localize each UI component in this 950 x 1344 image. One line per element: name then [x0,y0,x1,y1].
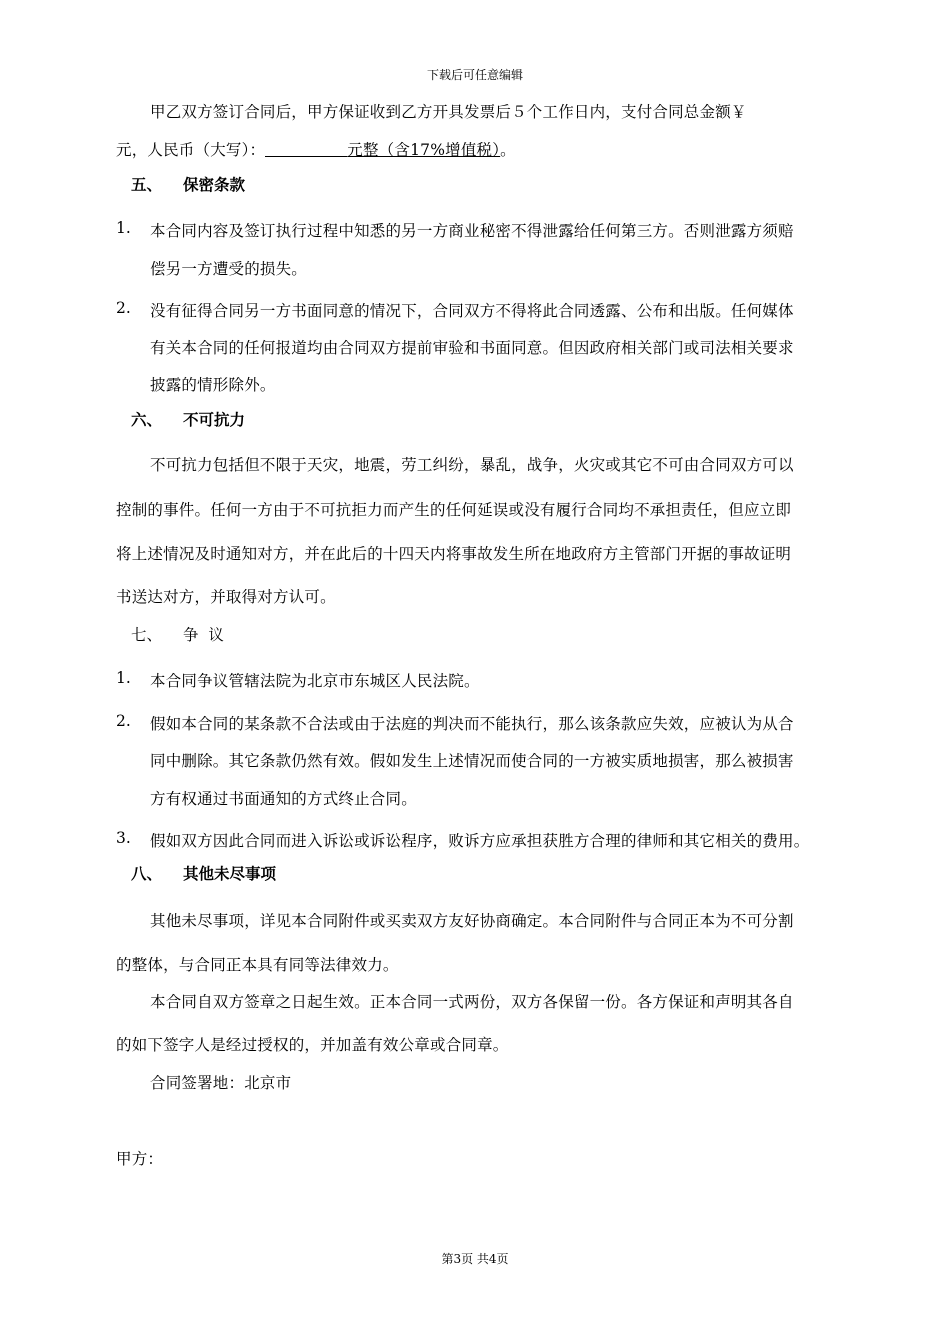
s7-item-2-line-1: 假如本合同的某条款不合法或由于法庭的判决而不能执行，那么该条款应失效，应被认为从合 [150,715,794,733]
section-5-heading [131,173,245,195]
s6-line-3: 将上述情况及时通知对方，并在此后的十四天内将事故发生所在地政府方主管部门开据的事故证明 [116,545,792,563]
payment-line-1: 甲乙双方签订合同后，甲方保证收到乙方开具发票后５个工作日内，支付合同总金额￥ [150,103,747,121]
s6-line-4: 书送达对方，并取得对方认可。 [116,588,336,606]
section-8-title: 其他未尽事项 [183,864,277,883]
section-5-number: 五、 [131,175,163,194]
s8-para-1-line-1: 其他未尽事项，详见本合同附件或买卖双方友好协商确定。本合同附件与合同正本为不可分割 [150,912,794,930]
section-6-heading [131,408,245,430]
s8-para-2-line-2: 的如下签字人是经过授权的，并加盖有效公章或合同章。 [116,1036,509,1054]
signing-place: 合同签署地：北京市 [150,1074,292,1092]
s8-para-1-line-2: 的整体，与合同正本具有同等法律效力。 [116,956,399,974]
s5-item-2-line-2: 有关本合同的任何报道均由合同双方提前审验和书面同意。但因政府相关部门或司法相关要求 [150,339,794,357]
section-7-number: 七、 [131,626,163,644]
s7-item-2-line-2: 同中删除。其它条款仍然有效。假如发生上述情况而使合同的一方被实质地损害，那么被损害 [150,752,794,770]
section-7-title: 争 议 [183,626,224,644]
party-a-label: 甲方： [116,1150,164,1168]
s5-item-1-num: 1. [116,219,131,237]
payment-line-2-suffix: 。 [500,141,516,159]
amount-blank [265,142,347,157]
page-header: 下载后可任意编辑 [426,68,523,82]
section-8-heading [131,862,276,884]
section-8-number: 八、 [131,864,163,883]
s5-item-2-num: 2. [116,299,131,317]
s6-line-1: 不可抗力包括但不限于天灾，地震，劳工纠纷，暴乱，战争，火灾或其它不可由合同双方可以 [150,456,794,474]
s7-item-3-num: 3. [116,829,131,847]
s5-item-1-line-2: 偿另一方遭受的损失。 [150,260,308,278]
s5-item-1-line-1: 本合同内容及签订执行过程中知悉的另一方商业秘密不得泄露给任何第三方。否则泄露方须赔 [150,222,794,240]
s7-item-1-line-1: 本合同争议管辖法院为北京市东城区人民法院。 [150,672,480,690]
s5-item-2-line-3: 披露的情形除外。 [150,376,276,394]
payment-amount-note: 元整（含17%增值税） [347,141,501,159]
section-5-title: 保密条款 [183,175,246,194]
section-7-heading [131,623,224,645]
s6-line-2: 控制的事件。任何一方由于不可抗拒力而产生的任何延误或没有履行合同均不承担责任，但应立即 [116,501,792,519]
page-footer: 第3页 共4页 [441,1252,509,1266]
s7-item-1-num: 1. [116,669,131,687]
section-6-title: 不可抗力 [183,410,246,429]
s8-para-2-line-1: 本合同自双方签章之日起生效。正本合同一式两份，双方各保留一份。各方保证和声明其各自 [150,993,794,1011]
payment-line-2-prefix: 元，人民币（大写）： [116,141,266,159]
payment-line-2 [116,138,516,160]
s7-item-2-num: 2. [116,712,131,730]
s7-item-2-line-3: 方有权通过书面通知的方式终止合同。 [150,790,417,808]
s7-item-3-line-1: 假如双方因此合同而进入诉讼或诉讼程序，败诉方应承担获胜方合理的律师和其它相关的费用。 [150,832,810,850]
s5-item-2-line-1: 没有征得合同另一方书面同意的情况下，合同双方不得将此合同透露、公布和出版。任何媒体 [150,302,794,320]
section-6-number: 六、 [131,410,163,429]
